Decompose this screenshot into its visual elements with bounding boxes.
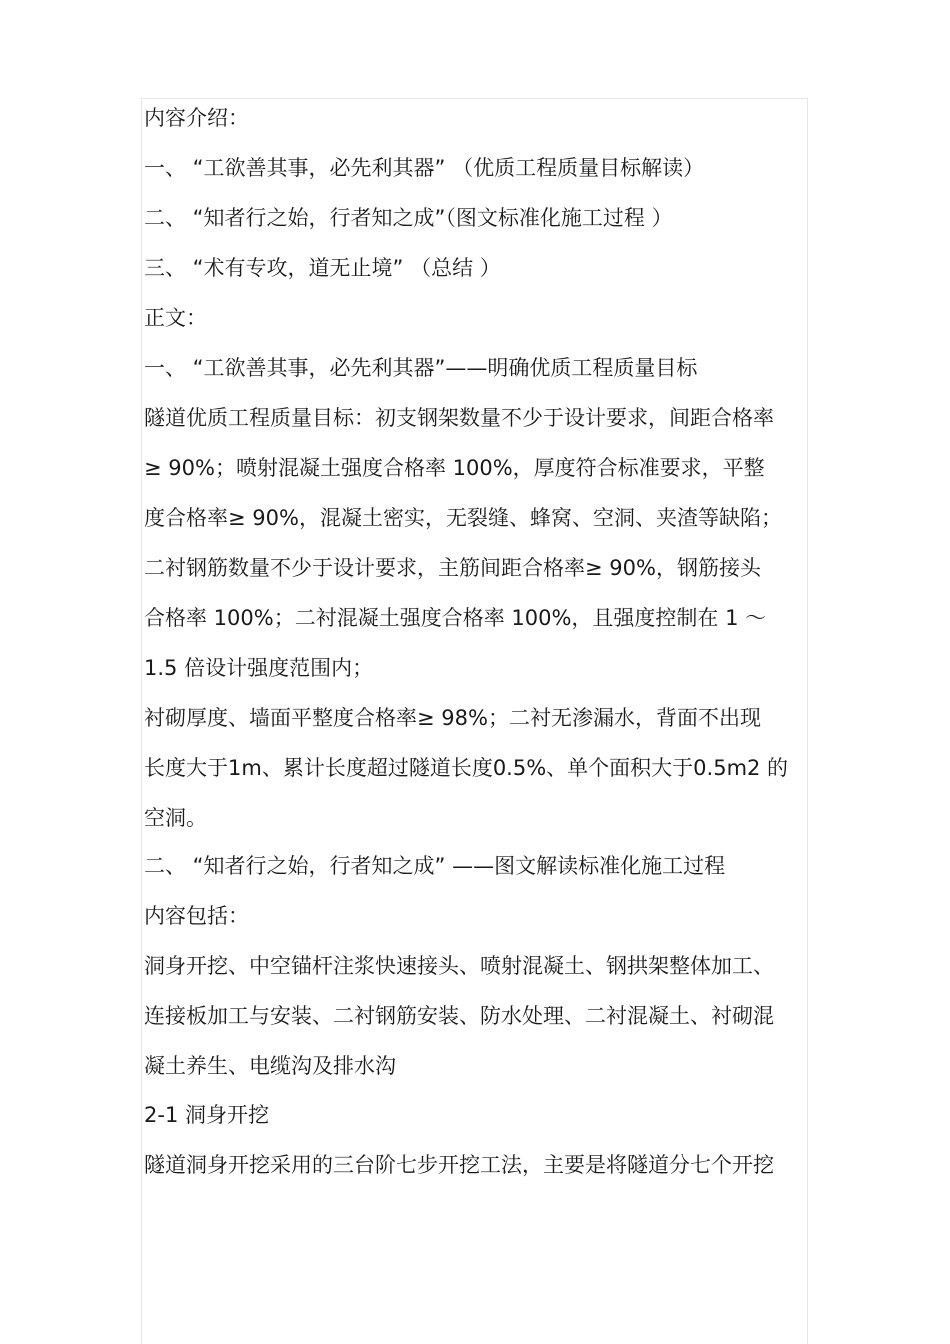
contents-item-3: 三、 “术有专攻，道无止境” （总结 ） <box>144 256 501 280</box>
paragraph-line: 空洞。 <box>144 806 207 830</box>
section-2-heading: 二、 “知者行之始，行者知之成” ——图文解读标准化施工过程 <box>144 854 726 878</box>
contents-item-1: 一、 “工欲善其事，必先利其器” （优质工程质量目标解读） <box>144 156 705 180</box>
paragraph-line: 二衬钢筋数量不少于设计要求，主筋间距合格率≥ 90%，钢筋接头 <box>144 556 761 580</box>
paragraph-line: ≥ 90%；喷射混凝土强度合格率 100%，厚度符合标准要求，平整 <box>144 456 765 480</box>
contents-label: 内容包括： <box>144 904 249 928</box>
paragraph-line: 1.5 倍设计强度范围内； <box>144 656 374 680</box>
paragraph-line: 衬砌厚度、墙面平整度合格率≥ 98%；二衬无渗漏水，背面不出现 <box>144 706 761 730</box>
body-heading: 正文： <box>144 306 207 330</box>
paragraph-line: 度合格率≥ 90%，混凝土密实，无裂缝、蜂窝、空洞、夹渣等缺陷； <box>144 506 782 530</box>
paragraph-line: 隧道优质工程质量目标：初支钢架数量不少于设计要求，间距合格率 <box>144 406 774 430</box>
paragraph-line: 合格率 100%；二衬混凝土强度合格率 100%，且强度控制在 1 ～ <box>144 606 767 630</box>
paragraph-line: 洞身开挖、中空锚杆注浆快速接头、喷射混凝土、钢拱架整体加工、 <box>144 954 774 978</box>
paragraph-line: 凝土养生、电缆沟及排水沟 <box>144 1054 396 1078</box>
contents-item-2: 二、 “知者行之始，行者知之成”（图文标准化施工过程 ） <box>144 206 673 230</box>
subsection-heading: 2-1 洞身开挖 <box>144 1103 269 1127</box>
paragraph-line: 隧道洞身开挖采用的三台阶七步开挖工法，主要是将隧道分七个开挖 <box>144 1153 774 1177</box>
paragraph-line: 连接板加工与安装、二衬钢筋安装、防水处理、二衬混凝土、衬砌混 <box>144 1004 774 1028</box>
section-1-heading: 一、 “工欲善其事，必先利其器”——明确优质工程质量目标 <box>144 356 698 380</box>
paragraph-line: 长度大于1m、累计长度超过隧道长度0.5%、单个面积大于0.5m2 的 <box>144 756 789 780</box>
contents-heading: 内容介绍： <box>144 106 249 130</box>
